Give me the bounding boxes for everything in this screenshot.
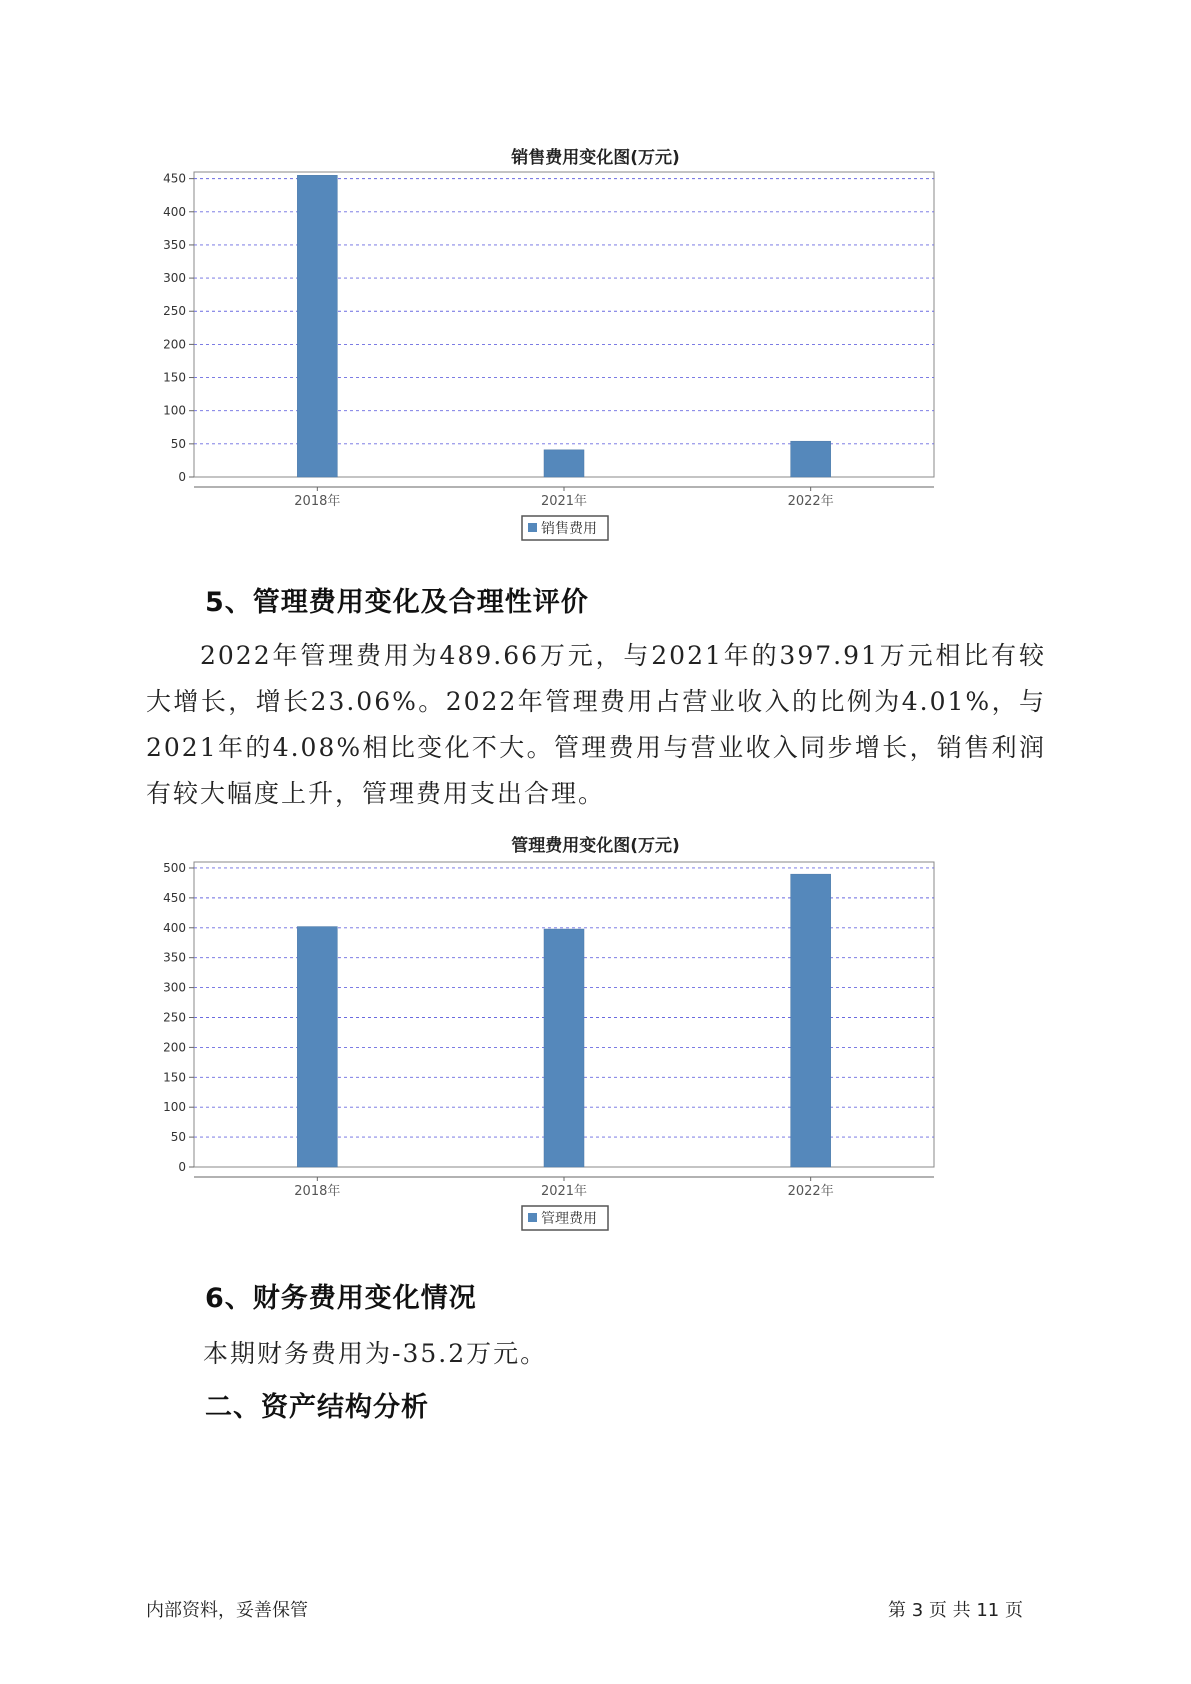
y-tick-label: 400: [163, 920, 186, 935]
y-tick-label: 300: [163, 980, 186, 995]
y-tick-label: 400: [163, 204, 186, 219]
bar: [544, 450, 584, 477]
y-tick-label: 350: [163, 237, 186, 252]
asset-structure-heading: 二、资产结构分析: [205, 1392, 429, 1423]
bar: [297, 927, 337, 1167]
x-tick-label: 2018年: [294, 494, 341, 509]
y-tick-label: 50: [170, 436, 186, 451]
y-tick-label: 350: [163, 950, 186, 965]
y-tick-label: 0: [178, 1160, 186, 1174]
y-tick-label: 50: [170, 1130, 186, 1145]
y-tick-label: 500: [163, 860, 186, 875]
y-tick-label: 0: [178, 470, 186, 484]
section-5-heading: 5、管理费用变化及合理性评价: [205, 587, 589, 618]
section-5-text: 2022年管理费用为489.66万元，与2021年的397.91万元相比有较大增长，增长23.06%。2022年管理费用占营业收入的比例为4.01%，与2021年的4.08%相比变化不大。管理费用与营业收入同步增长，销售利润有较大幅度上升，管理费用支出合理。: [146, 641, 1046, 808]
footer-confidential: 内部资料，妥善保管: [146, 1600, 308, 1621]
x-tick-label: 2021年: [540, 494, 588, 509]
legend-label: 销售费用: [541, 521, 597, 537]
x-tick-label: 2022年: [787, 494, 834, 509]
section-6-heading: 6、财务费用变化情况: [205, 1283, 477, 1314]
sales-expense-chart: [150, 165, 1020, 605]
x-tick-label: 2021年: [540, 1184, 588, 1199]
section-5-paragraph: [146, 633, 1046, 817]
footer-page-number: 第 3 页 共 11 页: [888, 1600, 1023, 1621]
x-tick-label: 2022年: [787, 1184, 834, 1199]
bar: [297, 175, 337, 477]
y-tick-label: 250: [163, 1010, 186, 1025]
bar: [791, 874, 831, 1167]
legend-label: 管理费用: [541, 1211, 597, 1227]
y-tick-label: 200: [163, 1040, 186, 1055]
admin-expense-chart: [150, 855, 1020, 1295]
y-tick-label: 100: [163, 1100, 186, 1115]
y-tick-label: 150: [163, 1070, 186, 1085]
y-tick-label: 250: [163, 304, 186, 319]
legend-swatch: [528, 1213, 537, 1222]
x-tick-label: 2018年: [294, 1184, 341, 1199]
y-tick-label: 450: [163, 171, 186, 186]
chart-title-sales: 销售费用变化图(万元): [511, 148, 680, 168]
y-tick-label: 200: [163, 337, 186, 352]
y-tick-label: 300: [163, 271, 186, 286]
bar: [544, 929, 584, 1167]
y-tick-label: 100: [163, 403, 186, 418]
section-6-text: 本期财务费用为-35.2万元。: [203, 1339, 548, 1368]
chart-title-admin: 管理费用变化图(万元): [511, 836, 680, 856]
y-tick-label: 450: [163, 890, 186, 905]
bar: [791, 441, 831, 477]
y-tick-label: 150: [163, 370, 186, 385]
legend-swatch: [528, 523, 537, 532]
